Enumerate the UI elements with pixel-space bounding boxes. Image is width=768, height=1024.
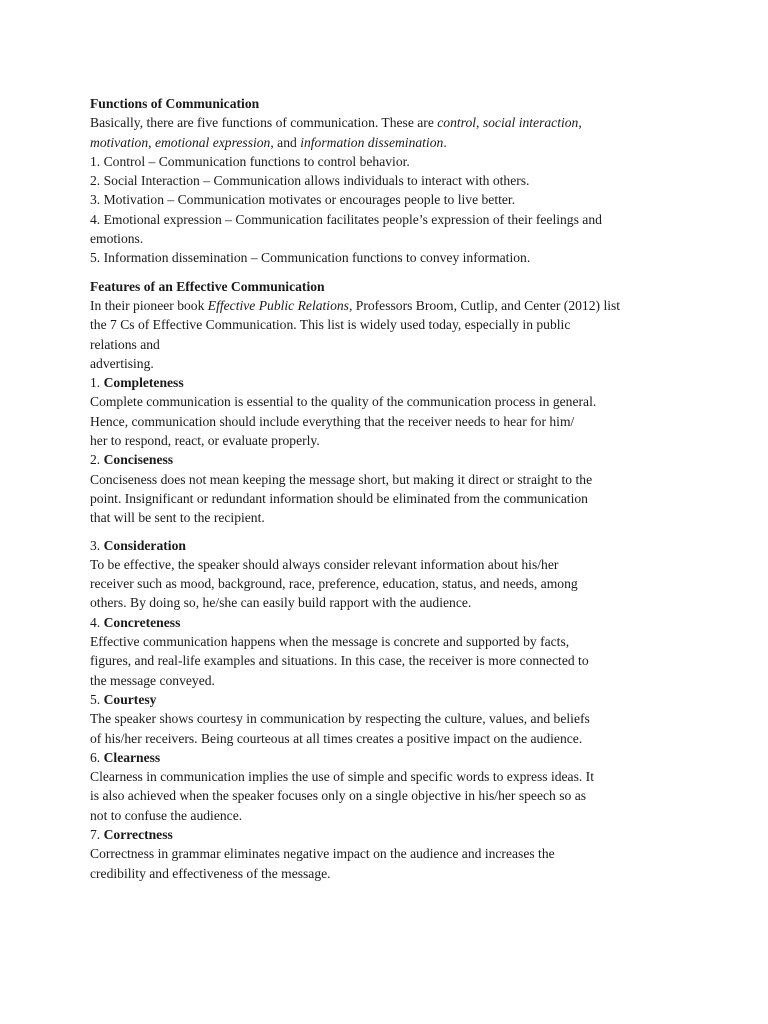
intro-term-control: control	[437, 115, 477, 131]
feature-title-concreteness	[90, 613, 690, 632]
feature-line: of his/her receivers. Being courteous at all times creates a positive impact on the audience.	[90, 730, 583, 746]
function-item: 3. Motivation – Communication motivates or encourages people to live better.	[90, 192, 516, 208]
features-intro-line-4: advertising.	[90, 355, 154, 371]
function-item: 4. Emotional expression – Communication facilitates people’s expression of their feelings and	[90, 211, 602, 227]
function-item: 5. Information dissemination – Communication functions to convey information.	[90, 250, 531, 266]
intro-term-information-dissemination: information dissemination	[300, 134, 444, 150]
feature-line: point. Insignificant or redundant information should be eliminated from the communication	[90, 490, 588, 506]
intro-term-motivation: motivation	[90, 134, 149, 150]
intro-text: , Professors Broom, Cutlip, and Center (2012) list	[348, 297, 621, 313]
feature-number: 2.	[90, 452, 104, 468]
section-heading-functions: Functions of Communication	[90, 96, 260, 111]
intro-text: Basically, there are five functions of communication. These are	[90, 115, 438, 131]
feature-line: Clearness in communication implies the use of simple and specific words to express ideas. It	[90, 769, 594, 785]
feature-line: receiver such as mood, background, race, preference, education, status, and needs, among	[90, 576, 578, 592]
feature-title-conciseness	[90, 450, 690, 469]
feature-line: the message conveyed.	[90, 672, 215, 688]
feature-title: Concreteness	[103, 614, 181, 630]
feature-title-courtesy	[90, 690, 690, 709]
feature-title-consideration	[90, 536, 690, 555]
feature-title-correctness	[90, 825, 690, 844]
intro-text: , and	[270, 134, 301, 150]
document-page	[90, 94, 690, 883]
features-intro-line-3: relations and	[90, 336, 160, 352]
intro-text: In their pioneer book	[90, 297, 208, 313]
features-intro-line-2: the 7 Cs of Effective Communication. This list is widely used today, especially in public	[90, 317, 571, 333]
intro-text: .	[443, 134, 447, 150]
feature-line: that will be sent to the recipient.	[90, 510, 265, 526]
function-item: 2. Social Interaction – Communication allows individuals to interact with others.	[90, 173, 530, 189]
feature-line: To be effective, the speaker should always consider relevant information about his/her	[90, 556, 559, 572]
feature-line: her to respond, react, or evaluate properly.	[90, 433, 320, 449]
feature-line: is also achieved when the speaker focuses only on a single objective in his/her speech so as	[90, 788, 587, 804]
intro-term-social-interaction: social interaction	[482, 115, 579, 131]
feature-title-clearness	[90, 748, 690, 767]
feature-title: Correctness	[103, 826, 173, 842]
feature-line: Complete communication is essential to the quality of the communication process in general.	[90, 394, 597, 410]
feature-title: Completeness	[103, 375, 184, 391]
feature-number: 3.	[90, 537, 104, 553]
function-item: 1. Control – Communication functions to control behavior.	[90, 153, 410, 169]
feature-number: 4.	[90, 614, 104, 630]
intro-term-emotional-expression: emotional expression	[154, 134, 271, 150]
feature-line: Effective communication happens when the message is concrete and supported by facts,	[90, 634, 570, 650]
feature-line: Hence, communication should include everything that the receiver needs to hear for him/	[90, 413, 575, 429]
feature-line: credibility and effectiveness of the message.	[90, 865, 331, 881]
intro-text: ,	[578, 115, 582, 131]
functions-intro-line-1	[90, 113, 690, 132]
feature-line: Conciseness does not mean keeping the message short, but making it direct or straight to the	[90, 471, 593, 487]
intro-text: ,	[476, 115, 483, 131]
feature-line: The speaker shows courtesy in communication by respecting the culture, values, and beliefs	[90, 711, 590, 727]
features-intro-line-1	[90, 296, 690, 315]
functions-intro-line-2	[90, 133, 690, 152]
feature-number: 6.	[90, 749, 104, 765]
function-item-continuation: emotions.	[90, 231, 144, 247]
feature-title-completeness	[90, 373, 690, 392]
feature-title: Clearness	[103, 749, 161, 765]
book-title: Effective Public Relations	[207, 297, 349, 313]
intro-text: ,	[148, 134, 155, 150]
feature-line: figures, and real-life examples and situations. In this case, the receiver is more connected to	[90, 653, 589, 669]
feature-line: others. By doing so, he/she can easily build rapport with the audience.	[90, 595, 472, 611]
feature-title: Conciseness	[103, 452, 174, 468]
feature-number: 5.	[90, 691, 104, 707]
feature-line: not to confuse the audience.	[90, 807, 243, 823]
feature-number: 7.	[90, 826, 104, 842]
feature-number: 1.	[90, 375, 104, 391]
feature-title: Courtesy	[103, 691, 157, 707]
feature-title: Consideration	[103, 537, 186, 553]
section-heading-features: Features of an Effective Communication	[90, 278, 325, 294]
feature-line: Correctness in grammar eliminates negative impact on the audience and increases the	[90, 846, 555, 862]
